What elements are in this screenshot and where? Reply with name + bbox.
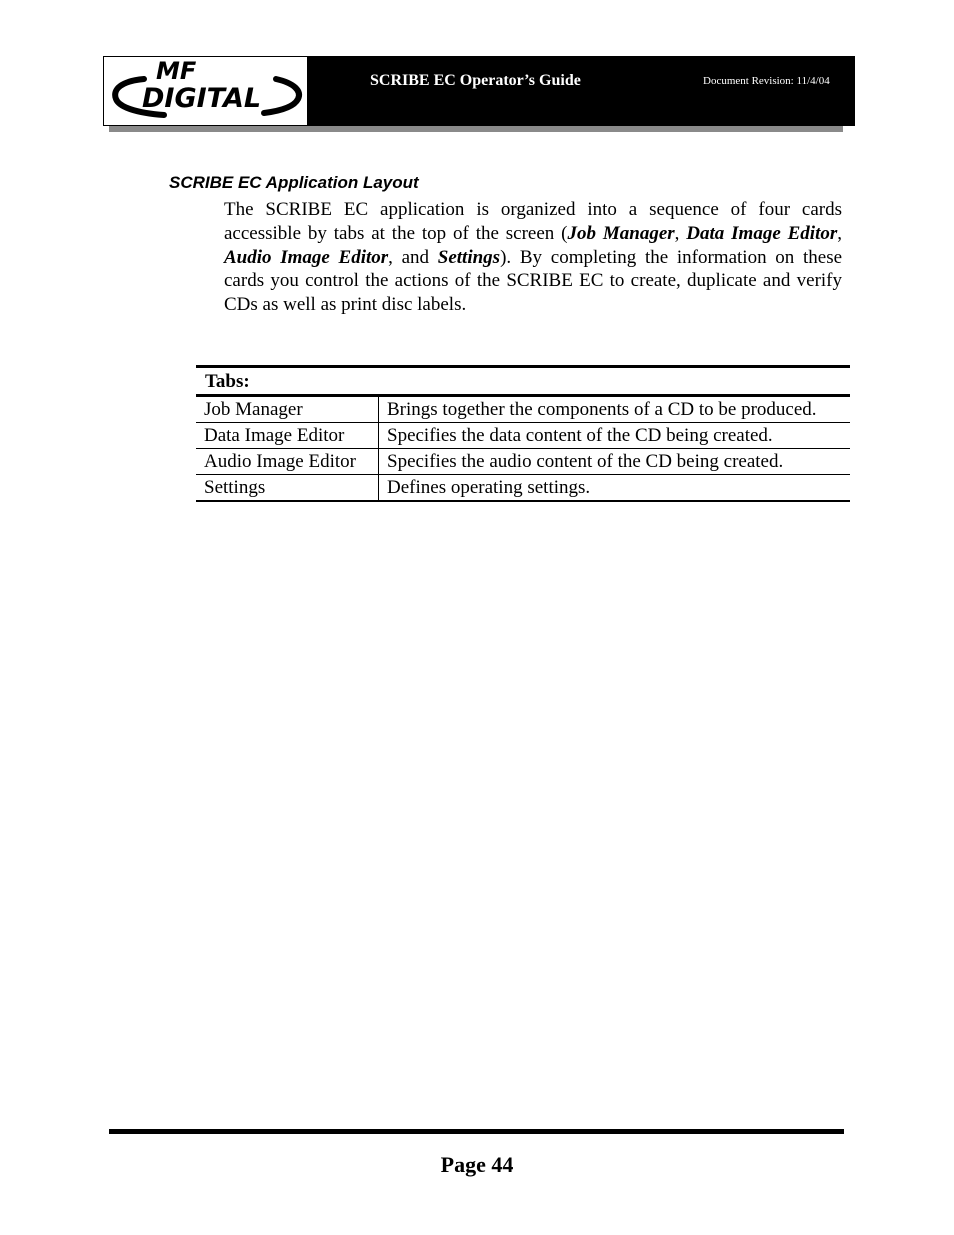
tab-description-cell: Specifies the data content of the CD being created. [379, 423, 851, 449]
document-revision: Document Revision: 11/4/04 [703, 75, 830, 87]
tab-name-cell: Job Manager [196, 396, 379, 423]
tab-description-cell: Specifies the audio content of the CD being created. [379, 449, 851, 475]
tab-name-cell: Settings [196, 475, 379, 502]
footer-divider [109, 1129, 844, 1134]
paragraph-text: ). By completing the information on these cards you control the actions of the SCRIBE EC to create, duplicate and verify CDs as well as print disc labels. [224, 246, 843, 316]
page-number: Page 44 [440, 1152, 514, 1177]
mf-digital-logo [103, 56, 308, 126]
tab-name-cell: Data Image Editor [196, 423, 379, 449]
table-row [196, 449, 850, 475]
table-row [196, 475, 850, 502]
table-row [196, 396, 850, 423]
document-title: SCRIBE EC Operator’s Guide [370, 72, 581, 89]
tab-name-emphasis: Audio Image Editor [224, 246, 389, 268]
section-heading: SCRIBE EC Application Layout [169, 173, 419, 192]
logo-text-digital: DIGITAL [142, 83, 262, 114]
table-header-row [196, 367, 850, 396]
paragraph-separator: , [837, 222, 842, 244]
tab-name-emphasis: Job Manager [567, 222, 675, 244]
paragraph-text: The SCRIBE EC application is organized into a sequence of four cards accessible by tabs at the top of the screen ( [224, 199, 842, 244]
tab-description-cell: Defines operating settings. [379, 475, 851, 502]
tab-name-cell: Audio Image Editor [196, 449, 379, 475]
tab-name-emphasis: Settings [437, 246, 501, 268]
logo-graphic [104, 57, 307, 125]
paragraph-separator: , [674, 222, 687, 244]
body-paragraph [224, 198, 842, 317]
tab-description-cell: Brings together the components of a CD to be produced. [379, 396, 851, 423]
paragraph-separator: , and [388, 246, 438, 268]
tabs-table [196, 365, 850, 502]
table-row [196, 423, 850, 449]
logo-text-mf: MF [156, 57, 197, 85]
tab-name-emphasis: Data Image Editor [686, 222, 838, 244]
table-header: Tabs: [196, 367, 850, 396]
